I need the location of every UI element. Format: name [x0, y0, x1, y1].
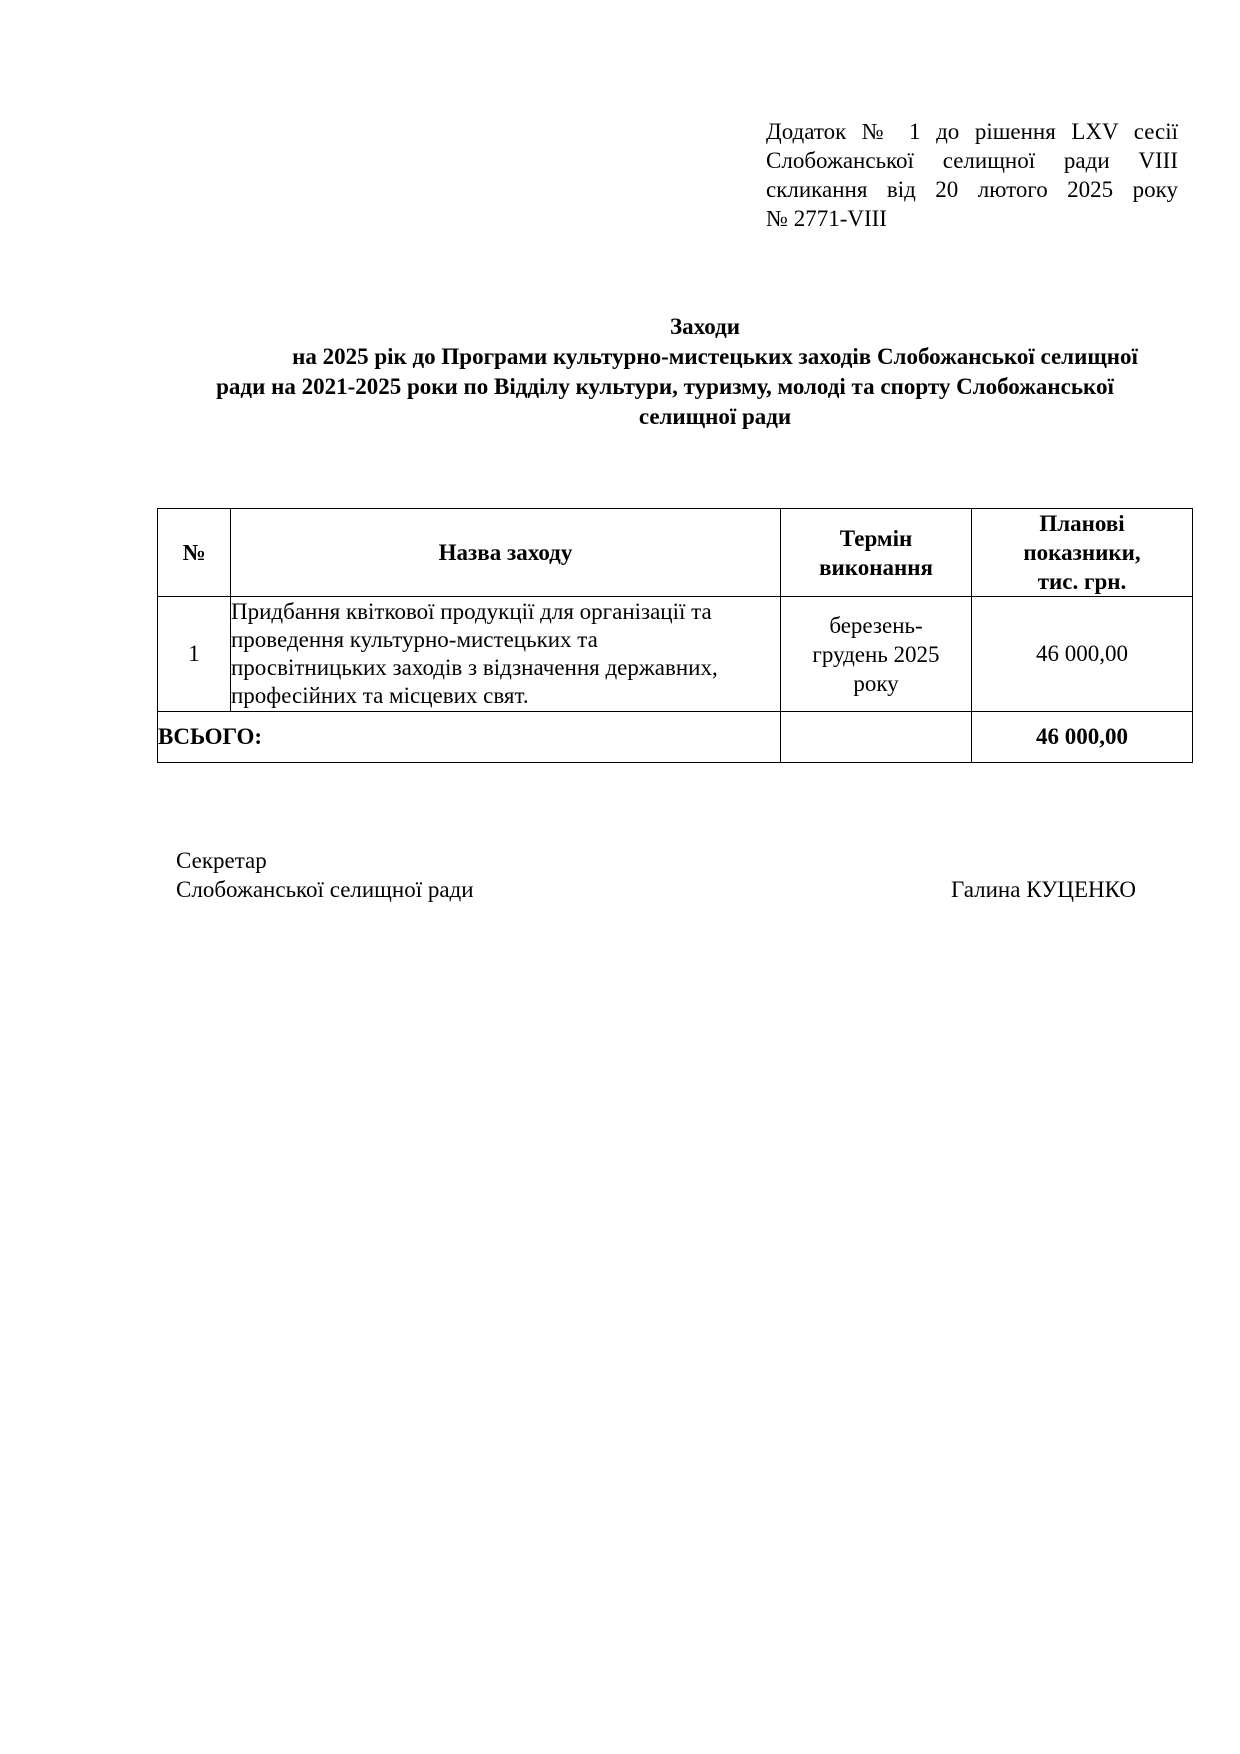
header-name: Назва заходу: [231, 509, 781, 597]
header-plan-line-2: показники,: [1023, 540, 1141, 565]
title-heading: Заходи: [670, 314, 740, 339]
row-num: 1: [158, 597, 231, 712]
header-term-line-2: виконання: [819, 554, 933, 580]
total-label: ВСЬОГО:: [158, 712, 781, 763]
appendix-line-1: Додаток № 1 до рішення LXV сесії: [766, 119, 1178, 144]
row-name-line-3: просвітницьких заходів з відзначення державних,: [231, 655, 718, 680]
total-plan: 46 000,00: [972, 712, 1193, 763]
row-term-line-1: березень-: [829, 612, 923, 638]
row-name-line-1: Придбання квіткової продукції для організації та: [231, 599, 712, 624]
total-term: [781, 712, 972, 763]
appendix-line-3: скликання від 20 лютого 2025 року: [766, 177, 1178, 202]
row-term-line-3: року: [853, 670, 899, 696]
table-header-row: [158, 509, 1193, 597]
title-line-4: селищної ради: [638, 404, 792, 429]
appendix-line-4: № 2771-VIII: [766, 206, 887, 231]
title-line-3: ради на 2021-2025 роки по Відділу культури, туризму, молоді та спорту Слобожанської: [216, 374, 1114, 399]
table-total-row: [158, 712, 1193, 763]
document-title: [150, 312, 1180, 432]
title-line-2: на 2025 рік до Програми культурно-мистецьких заходів Слобожанської селищної: [292, 344, 1138, 369]
header-plan-line-1: Планові: [1039, 511, 1125, 536]
header-plan: [972, 509, 1193, 597]
row-plan: 46 000,00: [972, 597, 1193, 712]
measures-table: [157, 508, 1193, 763]
signature-name: Галина КУЦЕНКО: [951, 877, 1136, 902]
header-plan-line-3: тис. грн.: [1037, 569, 1127, 594]
row-term: [781, 597, 972, 712]
signature-block: [176, 846, 1136, 904]
row-name-line-2: проведення культурно-мистецьких та: [231, 627, 598, 652]
signature-title-1: Секретар: [176, 848, 267, 873]
table-row: [158, 597, 1193, 712]
signature-row: [176, 875, 1136, 904]
appendix-line-2: Слобожанської селищної ради VIII: [766, 148, 1178, 173]
row-term-line-2: грудень 2025: [812, 641, 940, 667]
signature-title-2: Слобожанської селищної ради: [176, 877, 474, 902]
header-num: №: [158, 509, 231, 597]
row-name: [231, 597, 781, 712]
header-term: [781, 509, 972, 597]
header-term-line-1: Термін: [839, 525, 913, 551]
appendix-note: [766, 117, 1178, 233]
row-name-line-4: професійних та місцевих свят.: [231, 683, 529, 708]
